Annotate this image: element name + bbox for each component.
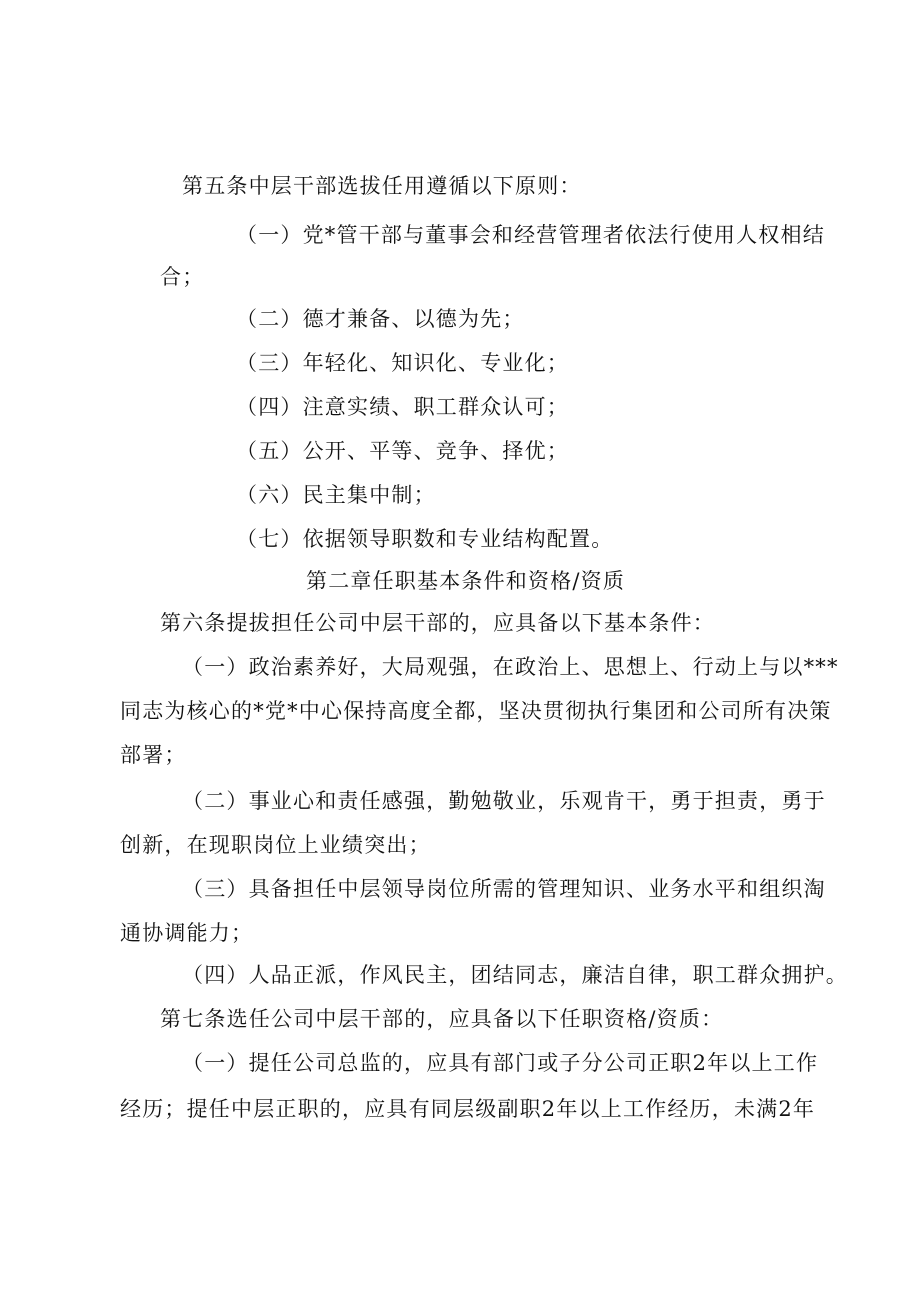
article-6-item-1-line-2: 同志为核心的*党*中心保持高度全都，坚决贯彻执行集团和公司所有决策 xyxy=(120,699,832,723)
article-5-item-1-line-2: 合； xyxy=(160,265,205,289)
article-5-item-1-line-1: （一）党*管干部与董事会和经营管理者依法行使用人权相结 xyxy=(236,223,825,247)
article-6-item-3-line-2: 通协调能力； xyxy=(120,921,254,945)
article-6-item-2-line-1: （二）事业心和责任感强，勤勉敬业，乐观肯干，勇于担责，勇于 xyxy=(182,789,826,813)
article-5-title: 第五条中层干部选拔任用遵循以下原则： xyxy=(182,174,582,198)
article-6-item-3-line-1: （三）具备担任中层领导岗位所需的管理知识、业务水平和组织淘 xyxy=(182,877,826,901)
article-5-item-6: （六）民主集中制； xyxy=(236,483,436,507)
article-5-item-5: （五）公开、平等、竞争、择优； xyxy=(236,439,569,463)
article-6-title: 第六条提拔担任公司中层干部的，应具备以下基本条件： xyxy=(160,611,715,635)
article-6-item-2-line-2: 创新，在现职岗位上业绩突出； xyxy=(120,833,431,857)
article-5-item-4: （四）注意实绩、职工群众认可； xyxy=(236,395,569,419)
article-6-item-1-line-3: 部署； xyxy=(120,743,187,767)
chapter-2-heading: 第二章任职基本条件和资格/资质 xyxy=(306,569,626,593)
article-6-item-1-line-1: （一）政治素养好，大局观强，在政治上、思想上、行动上与以*** xyxy=(182,655,839,679)
article-5-item-3: （三）年轻化、知识化、专业化； xyxy=(236,351,569,375)
article-7-title: 第七条选任公司中层干部的，应具备以下任职资格/资质： xyxy=(160,1007,724,1031)
article-5-item-7: （七）依据领导职数和专业结构配置。 xyxy=(236,527,614,551)
article-5-item-2: （二）德才兼备、以德为先； xyxy=(236,307,525,331)
article-6-item-4: （四）人品正派，作风民主，团结同志，廉洁自律，职工群众拥护。 xyxy=(182,963,848,987)
article-7-item-1-line-1: （一）提任公司总监的，应具有部门或子分公司正职2年以上工作 xyxy=(182,1051,819,1075)
article-7-item-1-line-2: 经历；提任中层正职的，应具有同层级副职2年以上工作经历，未满2年 xyxy=(120,1097,816,1121)
